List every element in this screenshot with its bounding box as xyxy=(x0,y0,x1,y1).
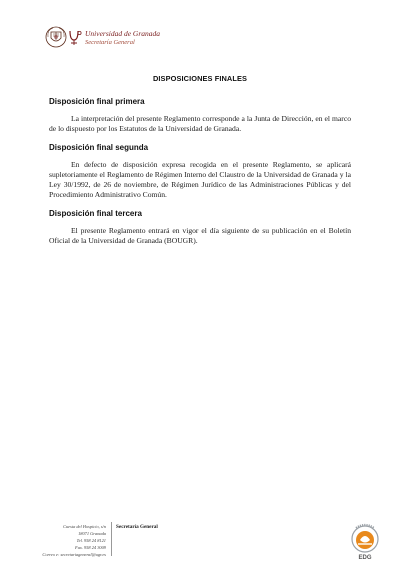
section-final-segunda xyxy=(49,143,351,200)
section-heading: Disposición final segunda xyxy=(49,143,149,152)
university-crest-icon xyxy=(45,26,67,48)
address-line: Correo e: secretariageneral@ugr.es xyxy=(42,552,106,557)
section-paragraph: La interpretación del presente Reglamento corresponde a la Junta de Dirección, en el marco de lo dispuesto por los Estatutos de la Universidad de Granada. xyxy=(49,114,351,133)
document-title: DISPOSICIONES FINALES xyxy=(152,74,248,83)
footer-department: Secretaría General xyxy=(116,524,158,530)
document-body xyxy=(49,74,351,255)
address-line: Tel. 958 24 8121 xyxy=(76,538,106,543)
section-paragraph: En defecto de disposición expresa recogida en el presente Reglamento, se aplicará supletoriamente el Reglamento de Régimen Interno del Claustro de la Universidad de Granada y la Ley 30/1992, de 26 de noviembre, de Régimen Jurídico de las Administraciones Públicas y del Procedimiento Administrativo Común. xyxy=(49,160,351,199)
seal-label: EDG xyxy=(358,555,372,561)
logo-text xyxy=(85,29,185,47)
address-line: 18071 Granada xyxy=(78,531,106,536)
section-paragraph: El presente Reglamento entrará en vigor el día siguiente de su publicación en el Boletín Oficial de la Universidad de Granada (BOUGR). xyxy=(49,226,351,245)
header-logo xyxy=(45,26,185,52)
address-line: Cuesta del Hospicio, s/n xyxy=(63,524,106,529)
section-final-tercera xyxy=(49,209,351,246)
logo-line-secretaria: Secretaría General xyxy=(85,39,135,46)
address-line: Fax. 958 24 3009 xyxy=(75,545,106,550)
logo-line-university: Universidad de Granada xyxy=(85,29,160,38)
section-final-primera xyxy=(49,97,351,134)
section-heading: Disposición final tercera xyxy=(49,209,142,218)
ugr-logo-mark-icon xyxy=(68,28,82,46)
footer-divider xyxy=(111,522,112,556)
quality-seal-icon xyxy=(346,522,382,562)
section-heading: Disposición final primera xyxy=(49,97,145,106)
footer-address xyxy=(20,523,106,558)
